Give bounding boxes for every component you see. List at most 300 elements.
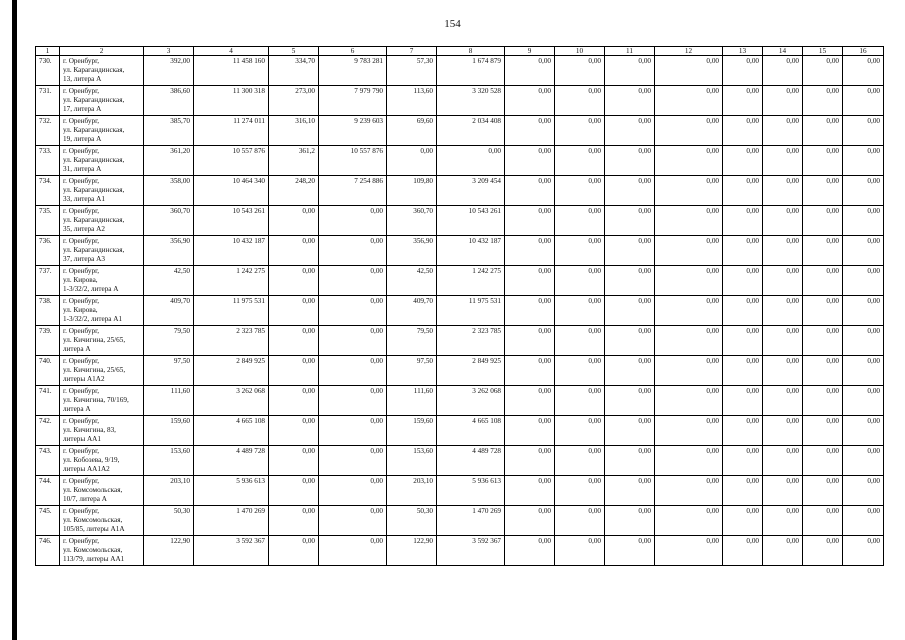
value-cell: 0,00 (803, 56, 843, 86)
value-cell: 0,00 (655, 356, 723, 386)
value-cell: 203,10 (387, 476, 437, 506)
address-line: ул. Кичигина, 70/169, (63, 395, 129, 404)
column-header: 3 (144, 47, 194, 56)
value-cell: 0,00 (655, 86, 723, 116)
value-cell: 0,00 (843, 116, 884, 146)
value-cell: 122,90 (144, 536, 194, 566)
table-row (36, 356, 884, 386)
value-cell: 0,00 (505, 86, 555, 116)
value-cell: 0,00 (843, 236, 884, 266)
row-number-cell: 734. (36, 176, 60, 206)
value-cell: 0,00 (803, 236, 843, 266)
address-line: г. Оренбург, (63, 207, 100, 215)
address-cell (60, 116, 144, 146)
value-cell: 356,90 (144, 236, 194, 266)
address-line: ул. Карагандинская, (63, 65, 125, 74)
value-cell: 0,00 (803, 446, 843, 476)
value-cell: 358,00 (144, 176, 194, 206)
value-cell: 0,00 (723, 386, 763, 416)
address-line: 13, литера А (63, 74, 102, 83)
value-cell: 0,00 (763, 356, 803, 386)
address-cell (60, 206, 144, 236)
row-number-cell: 742. (36, 416, 60, 446)
row-number-cell: 735. (36, 206, 60, 236)
value-cell: 360,70 (387, 206, 437, 236)
table-row (36, 326, 884, 356)
value-cell: 0,00 (269, 266, 319, 296)
value-cell: 0,00 (319, 416, 387, 446)
address-line: литера А (63, 344, 91, 353)
value-cell: 0,00 (605, 56, 655, 86)
address-line: ул. Карагандинская, (63, 95, 125, 104)
value-cell: 1 470 269 (437, 506, 505, 536)
value-cell: 0,00 (555, 86, 605, 116)
value-cell: 360,70 (144, 206, 194, 236)
address-cell (60, 476, 144, 506)
value-cell: 0,00 (605, 416, 655, 446)
row-number-cell: 730. (36, 56, 60, 86)
value-cell: 0,00 (269, 446, 319, 476)
value-cell: 0,00 (803, 266, 843, 296)
value-cell: 0,00 (319, 446, 387, 476)
column-header: 9 (505, 47, 555, 56)
value-cell: 0,00 (763, 146, 803, 176)
value-cell: 42,50 (144, 266, 194, 296)
value-cell: 0,00 (763, 236, 803, 266)
value-cell: 0,00 (723, 326, 763, 356)
address-line: ул. Комсомольская, (63, 515, 123, 524)
value-cell: 0,00 (319, 386, 387, 416)
address-line: г. Оренбург, (63, 357, 100, 365)
row-number-cell: 732. (36, 116, 60, 146)
address-line: ул. Кичигина, 83, (63, 425, 116, 434)
address-cell (60, 446, 144, 476)
address-line: ул. Комсомольская, (63, 485, 123, 494)
column-header: 8 (437, 47, 505, 56)
value-cell: 11 274 011 (194, 116, 269, 146)
value-cell: 0,00 (319, 296, 387, 326)
value-cell: 0,00 (269, 206, 319, 236)
value-cell: 0,00 (505, 326, 555, 356)
row-number-cell: 739. (36, 326, 60, 356)
value-cell: 0,00 (505, 296, 555, 326)
value-cell: 0,00 (763, 416, 803, 446)
address-line: г. Оренбург, (63, 447, 100, 455)
value-cell: 0,00 (803, 326, 843, 356)
value-cell: 0,00 (605, 386, 655, 416)
value-cell: 0,00 (269, 356, 319, 386)
value-cell: 0,00 (655, 236, 723, 266)
value-cell: 0,00 (319, 506, 387, 536)
value-cell: 0,00 (319, 356, 387, 386)
value-cell: 0,00 (803, 476, 843, 506)
address-line: ул. Кирова, (63, 275, 98, 284)
column-header: 2 (60, 47, 144, 56)
address-line: 113/79, литеры АА1 (63, 554, 125, 563)
value-cell: 0,00 (763, 446, 803, 476)
address-line: 1-3/32/2, литера А (63, 284, 119, 293)
address-cell (60, 236, 144, 266)
value-cell: 356,90 (387, 236, 437, 266)
value-cell: 0,00 (505, 386, 555, 416)
header-row (36, 47, 884, 56)
value-cell: 69,60 (387, 116, 437, 146)
column-header: 14 (763, 47, 803, 56)
value-cell: 0,00 (505, 206, 555, 236)
address-cell (60, 86, 144, 116)
value-cell: 4 489 728 (194, 446, 269, 476)
value-cell: 0,00 (319, 326, 387, 356)
address-line: ул. Карагандинская, (63, 215, 125, 224)
value-cell: 2 323 785 (194, 326, 269, 356)
row-number-cell: 736. (36, 236, 60, 266)
address-cell (60, 176, 144, 206)
value-cell: 0,00 (843, 266, 884, 296)
value-cell: 248,20 (269, 176, 319, 206)
value-cell: 0,00 (555, 326, 605, 356)
value-cell: 9 783 281 (319, 56, 387, 86)
table-row (36, 536, 884, 566)
address-line: г. Оренбург, (63, 297, 100, 305)
value-cell: 0,00 (843, 356, 884, 386)
value-cell: 0,00 (723, 476, 763, 506)
address-line: 33, литера А1 (63, 194, 105, 203)
value-cell: 0,00 (655, 446, 723, 476)
address-cell (60, 506, 144, 536)
value-cell: 0,00 (655, 206, 723, 236)
value-cell: 0,00 (555, 296, 605, 326)
address-cell (60, 386, 144, 416)
row-number-cell: 737. (36, 266, 60, 296)
value-cell: 0,00 (655, 506, 723, 536)
value-cell: 0,00 (505, 146, 555, 176)
value-cell: 0,00 (269, 326, 319, 356)
value-cell: 153,60 (387, 446, 437, 476)
value-cell: 361,2 (269, 146, 319, 176)
value-cell: 0,00 (605, 476, 655, 506)
address-line: г. Оренбург, (63, 177, 100, 185)
value-cell: 0,00 (723, 506, 763, 536)
address-line: г. Оренбург, (63, 267, 100, 275)
address-line: 31, литера А (63, 164, 102, 173)
value-cell: 0,00 (763, 326, 803, 356)
column-header: 1 (36, 47, 60, 56)
value-cell: 0,00 (555, 176, 605, 206)
value-cell: 0,00 (843, 86, 884, 116)
address-line: литеры АА1А2 (63, 464, 110, 473)
value-cell: 0,00 (763, 296, 803, 326)
value-cell: 0,00 (763, 116, 803, 146)
address-cell (60, 56, 144, 86)
value-cell: 316,10 (269, 116, 319, 146)
value-cell: 0,00 (437, 146, 505, 176)
value-cell: 0,00 (803, 146, 843, 176)
value-cell: 0,00 (803, 506, 843, 536)
value-cell: 0,00 (319, 476, 387, 506)
address-line: ул. Карагандинская, (63, 125, 125, 134)
value-cell: 0,00 (505, 116, 555, 146)
address-line: ул. Комсомольская, (63, 545, 123, 554)
value-cell: 0,00 (723, 206, 763, 236)
row-number-cell: 744. (36, 476, 60, 506)
value-cell: 409,70 (387, 296, 437, 326)
value-cell: 0,00 (387, 146, 437, 176)
value-cell: 10 432 187 (437, 236, 505, 266)
value-cell: 0,00 (555, 56, 605, 86)
value-cell: 0,00 (605, 506, 655, 536)
value-cell: 0,00 (843, 416, 884, 446)
value-cell: 0,00 (655, 266, 723, 296)
value-cell: 0,00 (803, 356, 843, 386)
value-cell: 0,00 (843, 446, 884, 476)
value-cell: 0,00 (843, 296, 884, 326)
value-cell: 0,00 (803, 416, 843, 446)
value-cell: 0,00 (269, 536, 319, 566)
value-cell: 0,00 (505, 506, 555, 536)
address-cell (60, 416, 144, 446)
value-cell: 0,00 (555, 146, 605, 176)
value-cell: 0,00 (843, 206, 884, 236)
table-row (36, 236, 884, 266)
value-cell: 0,00 (505, 56, 555, 86)
value-cell: 42,50 (387, 266, 437, 296)
value-cell: 111,60 (144, 386, 194, 416)
value-cell: 0,00 (843, 56, 884, 86)
value-cell: 0,00 (843, 506, 884, 536)
address-cell (60, 356, 144, 386)
value-cell: 1 242 275 (437, 266, 505, 296)
value-cell: 0,00 (555, 356, 605, 386)
value-cell: 3 262 068 (194, 386, 269, 416)
table-row (36, 416, 884, 446)
row-number-cell: 743. (36, 446, 60, 476)
value-cell: 0,00 (723, 86, 763, 116)
value-cell: 273,00 (269, 86, 319, 116)
value-cell: 0,00 (269, 476, 319, 506)
value-cell: 111,60 (387, 386, 437, 416)
address-line: г. Оренбург, (63, 537, 100, 545)
address-line: г. Оренбург, (63, 147, 100, 155)
value-cell: 0,00 (555, 446, 605, 476)
value-cell: 0,00 (555, 386, 605, 416)
value-cell: 0,00 (505, 236, 555, 266)
value-cell: 0,00 (505, 416, 555, 446)
value-cell: 0,00 (605, 446, 655, 476)
value-cell: 0,00 (763, 176, 803, 206)
value-cell: 4 665 108 (194, 416, 269, 446)
value-cell: 0,00 (269, 506, 319, 536)
value-cell: 386,60 (144, 86, 194, 116)
value-cell: 0,00 (505, 356, 555, 386)
value-cell: 0,00 (655, 116, 723, 146)
address-line: 37, литера А3 (63, 254, 105, 263)
value-cell: 0,00 (605, 116, 655, 146)
value-cell: 0,00 (723, 266, 763, 296)
table-row (36, 446, 884, 476)
value-cell: 2 849 925 (437, 356, 505, 386)
address-line: г. Оренбург, (63, 117, 100, 125)
value-cell: 0,00 (843, 476, 884, 506)
value-cell: 0,00 (505, 176, 555, 206)
value-cell: 1 242 275 (194, 266, 269, 296)
value-cell: 0,00 (505, 536, 555, 566)
row-number-cell: 745. (36, 506, 60, 536)
address-line: г. Оренбург, (63, 87, 100, 95)
value-cell: 385,70 (144, 116, 194, 146)
value-cell: 0,00 (269, 236, 319, 266)
value-cell: 0,00 (655, 476, 723, 506)
row-number-cell: 746. (36, 536, 60, 566)
address-line: г. Оренбург, (63, 477, 100, 485)
value-cell: 0,00 (723, 536, 763, 566)
column-header: 13 (723, 47, 763, 56)
value-cell: 0,00 (605, 146, 655, 176)
address-line: 105/85, литеры А1А (63, 524, 125, 533)
value-cell: 5 936 613 (437, 476, 505, 506)
value-cell: 0,00 (763, 536, 803, 566)
value-cell: 0,00 (655, 56, 723, 86)
address-line: г. Оренбург, (63, 387, 100, 395)
table-header (36, 47, 884, 56)
address-line: г. Оренбург, (63, 417, 100, 425)
value-cell: 0,00 (723, 296, 763, 326)
value-cell: 0,00 (843, 536, 884, 566)
table-row (36, 296, 884, 326)
value-cell: 0,00 (723, 356, 763, 386)
address-line: литера А (63, 404, 91, 413)
value-cell: 0,00 (763, 86, 803, 116)
value-cell: 0,00 (605, 206, 655, 236)
value-cell: 7 979 790 (319, 86, 387, 116)
value-cell: 0,00 (269, 296, 319, 326)
value-cell: 109,80 (387, 176, 437, 206)
value-cell: 0,00 (843, 326, 884, 356)
address-cell (60, 266, 144, 296)
column-header: 11 (605, 47, 655, 56)
value-cell: 0,00 (763, 206, 803, 236)
address-line: ул. Карагандинская, (63, 155, 125, 164)
column-header: 10 (555, 47, 605, 56)
value-cell: 0,00 (723, 446, 763, 476)
value-cell: 0,00 (803, 296, 843, 326)
value-cell: 392,00 (144, 56, 194, 86)
value-cell: 0,00 (655, 416, 723, 446)
column-header: 7 (387, 47, 437, 56)
value-cell: 5 936 613 (194, 476, 269, 506)
value-cell: 0,00 (605, 296, 655, 326)
value-cell: 11 458 160 (194, 56, 269, 86)
table-row (36, 146, 884, 176)
value-cell: 0,00 (655, 146, 723, 176)
value-cell: 57,30 (387, 56, 437, 86)
value-cell: 0,00 (655, 176, 723, 206)
value-cell: 1 470 269 (194, 506, 269, 536)
address-line: ул. Кичигина, 25/65, (63, 365, 126, 374)
column-header: 16 (843, 47, 884, 56)
value-cell: 4 665 108 (437, 416, 505, 446)
value-cell: 113,60 (387, 86, 437, 116)
table-row (36, 206, 884, 236)
row-number-cell: 731. (36, 86, 60, 116)
table-row (36, 176, 884, 206)
value-cell: 0,00 (555, 206, 605, 236)
address-line: литеры А1А2 (63, 374, 105, 383)
value-cell: 0,00 (505, 446, 555, 476)
value-cell: 10 432 187 (194, 236, 269, 266)
address-line: 19, литера А (63, 134, 102, 143)
row-number-cell: 733. (36, 146, 60, 176)
address-line: ул. Карагандинская, (63, 245, 125, 254)
value-cell: 0,00 (319, 536, 387, 566)
value-cell: 1 674 879 (437, 56, 505, 86)
value-cell: 0,00 (269, 386, 319, 416)
column-header: 6 (319, 47, 387, 56)
page-number: 154 (444, 18, 461, 30)
value-cell: 10 543 261 (437, 206, 505, 236)
value-cell: 0,00 (555, 236, 605, 266)
value-cell: 0,00 (803, 116, 843, 146)
value-cell: 0,00 (605, 266, 655, 296)
address-line: 17, литера А (63, 104, 102, 113)
value-cell: 0,00 (843, 146, 884, 176)
value-cell: 11 975 531 (437, 296, 505, 326)
value-cell: 0,00 (843, 386, 884, 416)
value-cell: 0,00 (555, 506, 605, 536)
address-cell (60, 326, 144, 356)
column-header: 15 (803, 47, 843, 56)
value-cell: 0,00 (803, 86, 843, 116)
value-cell: 3 262 068 (437, 386, 505, 416)
value-cell: 4 489 728 (437, 446, 505, 476)
value-cell: 0,00 (723, 116, 763, 146)
value-cell: 0,00 (763, 266, 803, 296)
value-cell: 0,00 (763, 386, 803, 416)
value-cell: 79,50 (387, 326, 437, 356)
address-line: 10/7, литера А (63, 494, 107, 503)
scan-edge-line (12, 0, 17, 640)
value-cell: 3 209 454 (437, 176, 505, 206)
table-row (36, 56, 884, 86)
value-cell: 9 239 603 (319, 116, 387, 146)
value-cell: 2 034 408 (437, 116, 505, 146)
value-cell: 159,60 (144, 416, 194, 446)
value-cell: 0,00 (655, 386, 723, 416)
table-body (36, 56, 884, 566)
address-line: ул. Кирова, (63, 305, 98, 314)
value-cell: 0,00 (605, 176, 655, 206)
value-cell: 0,00 (803, 386, 843, 416)
address-line: г. Оренбург, (63, 327, 100, 335)
value-cell: 50,30 (144, 506, 194, 536)
data-table (35, 46, 884, 566)
value-cell: 0,00 (803, 176, 843, 206)
value-cell: 0,00 (505, 266, 555, 296)
value-cell: 0,00 (555, 266, 605, 296)
address-cell (60, 536, 144, 566)
address-line: г. Оренбург, (63, 57, 100, 65)
value-cell: 10 543 261 (194, 206, 269, 236)
value-cell: 0,00 (555, 536, 605, 566)
value-cell: 0,00 (555, 476, 605, 506)
value-cell: 3 320 528 (437, 86, 505, 116)
table-row (36, 386, 884, 416)
address-line: литеры АА1 (63, 434, 101, 443)
value-cell: 0,00 (555, 116, 605, 146)
table-row (36, 86, 884, 116)
value-cell: 334,70 (269, 56, 319, 86)
value-cell: 409,70 (144, 296, 194, 326)
value-cell: 0,00 (505, 476, 555, 506)
